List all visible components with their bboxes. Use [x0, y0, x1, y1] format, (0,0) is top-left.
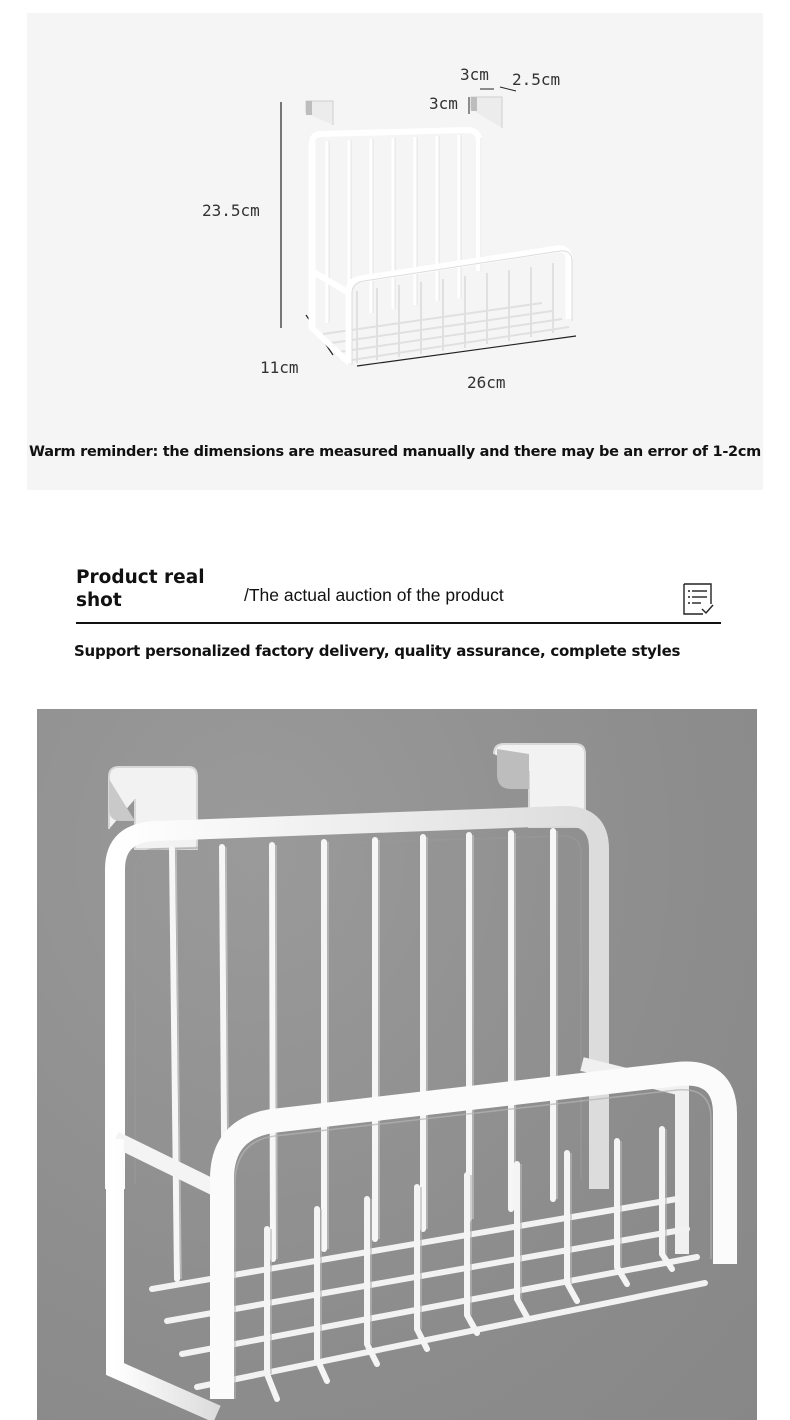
product-photo	[37, 709, 757, 1420]
tagline-text: Support personalized factory delivery, quality assurance, complete styles	[74, 642, 681, 660]
height-label: 23.5cm	[202, 201, 260, 220]
checklist-icon	[681, 582, 715, 616]
dimension-diagram	[27, 13, 763, 490]
wire-basket-illustration	[37, 709, 757, 1420]
width-label: 26cm	[467, 373, 506, 392]
dimension-panel	[27, 13, 763, 490]
hook-width-label: 3cm	[460, 65, 489, 84]
hook-height-label: 3cm	[429, 94, 458, 113]
hook-depth-label: 2.5cm	[512, 70, 561, 89]
header-divider	[76, 622, 721, 624]
depth-label: 11cm	[260, 358, 299, 377]
warm-reminder-text: Warm reminder: the dimensions are measured manually and there may be an error of 1-2cm	[29, 444, 761, 460]
section-subtitle: /The actual auction of the product	[244, 585, 504, 605]
section-title: Product real shot	[76, 567, 205, 611]
